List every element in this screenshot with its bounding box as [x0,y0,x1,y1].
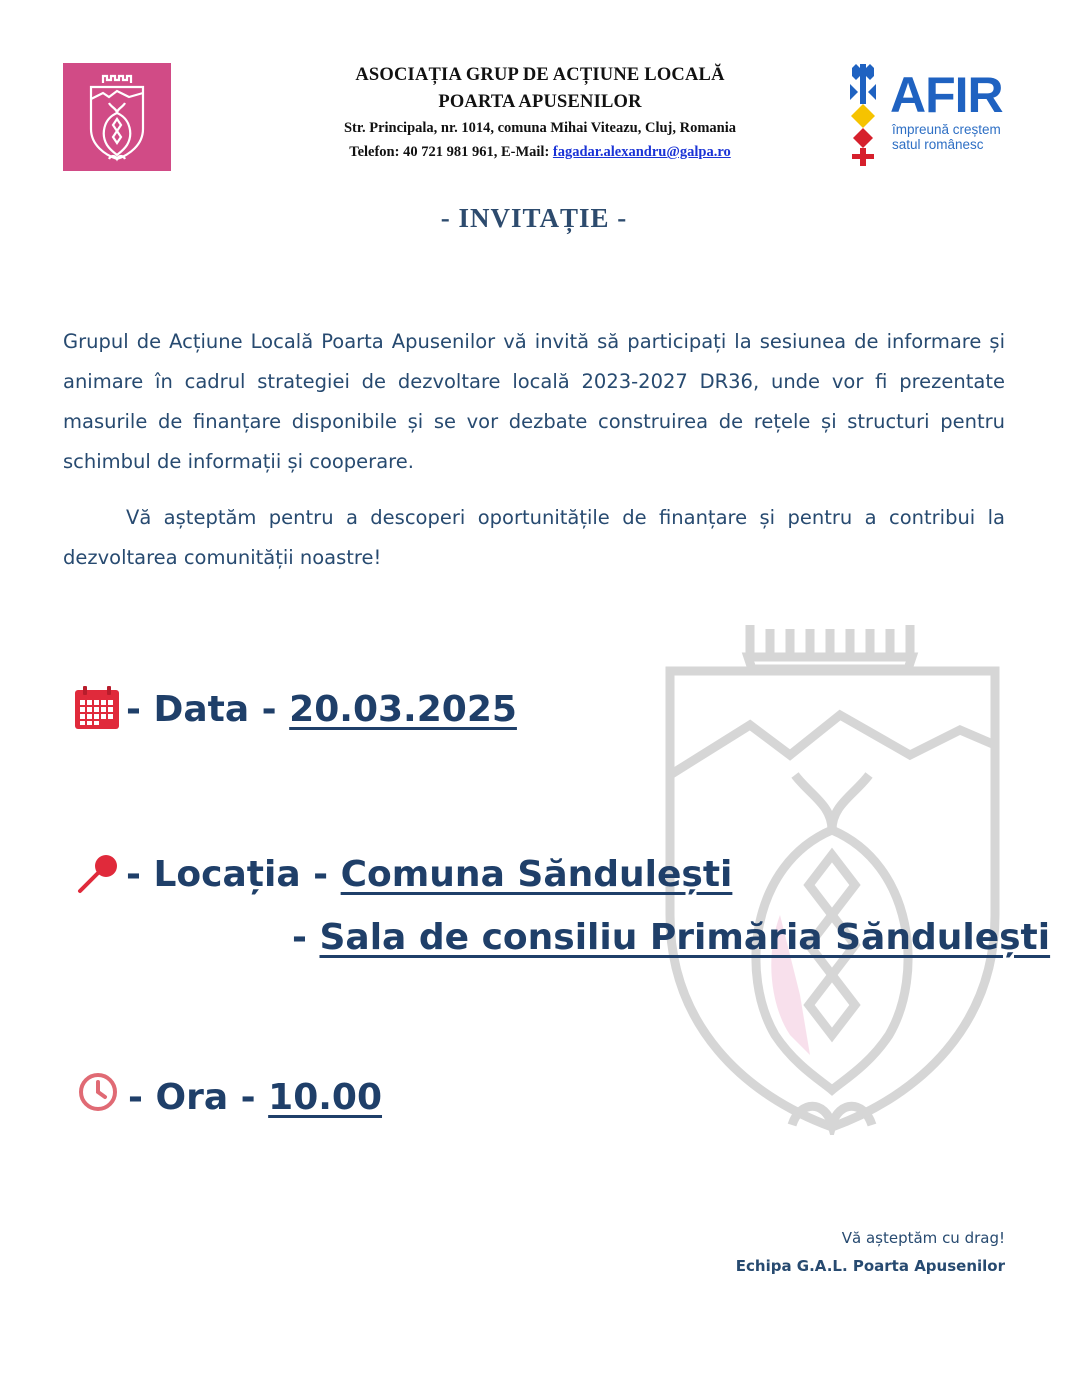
calendar-icon [74,686,120,730]
date-label: - Data - [126,689,290,730]
org-contact [240,140,840,164]
afir-tagline [892,122,1022,152]
location-prefix-2: - [292,917,320,958]
date-row [126,688,517,732]
organization-header [240,62,840,164]
time-value: 10.00 [268,1077,383,1118]
team-signature: Echipa G.A.L. Poarta Apusenilor [735,1257,1005,1275]
org-name-line1: ASOCIAȚIA GRUP DE ACȚIUNE LOCALĂ [355,65,725,85]
phone-text: Telefon: 40 721 981 961, E-Mail: [349,144,553,160]
afir-wordmark: AFIR [890,67,1003,123]
afir-tagline-line1: împreună creștem [892,122,1001,137]
clock-icon [77,1071,119,1113]
page-title: - INVITAȚIE - [440,203,628,233]
location-row-2 [292,916,1050,960]
date-value: 20.03.2025 [289,689,517,730]
time-row [128,1076,382,1120]
body-paragraph-2: Vă așteptăm pentru a descoperi oportunitățile de finanțare și pentru a contribui la dezvoltarea comunității noastre! [63,506,1005,569]
time-label: - Ora - [128,1077,269,1118]
invitation-body [63,322,1005,578]
location-value-1: Comuna Săndulești [340,854,733,895]
org-address: Str. Principala, nr. 1014, comuna Mihai Viteazu, Cluj, Romania [343,120,737,136]
afir-logo [846,62,1016,172]
gal-logo [63,63,171,171]
email-link[interactable]: fagadar.alexandru@galpa.ro [552,144,731,160]
signature-block [736,1224,1005,1280]
body-paragraph-1: Grupul de Acțiune Locală Poarta Apusenilor vă invită să participați la sesiunea de informare și animare în cadrul strategiei de dezvoltare locală 2023-2027 DR36, unde vor fi prezentate masurile de finanțare disponibile și se vor dezbate construirea de rețele și structuri pentru schimbul de informații și cooperare. [63,330,1005,473]
gal-crest-icon [63,63,171,171]
location-row-1 [126,853,732,897]
afir-tagline-line2: satul românesc [892,137,984,152]
org-name-line2: POARTA APUSENILOR [438,92,642,112]
pushpin-icon [76,853,120,895]
closing-line: Vă așteptăm cu drag! [841,1229,1005,1247]
location-value-2: Sala de consiliu Primăria Săndulești [319,917,1051,958]
location-label: - Locația - [126,854,341,895]
afir-emblem-icon [846,62,880,170]
